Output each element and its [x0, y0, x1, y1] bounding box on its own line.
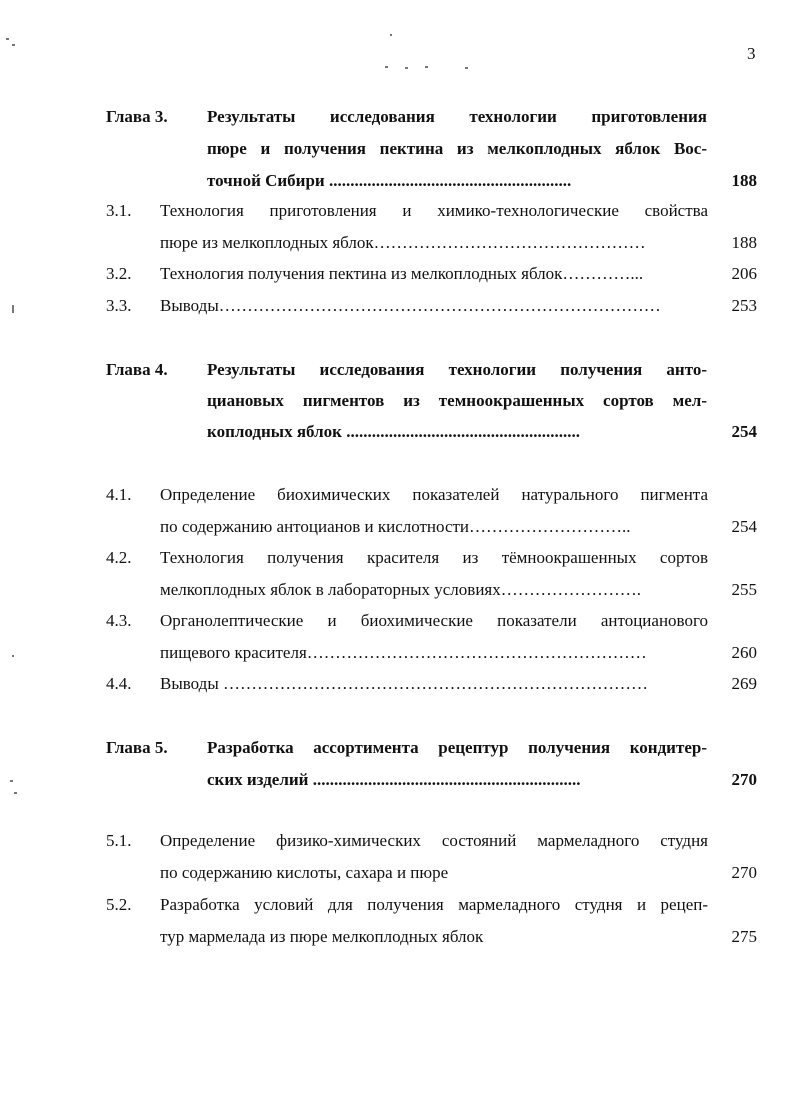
scan-speck	[12, 655, 14, 657]
section-title-line: Технология получения красителя из тёмноокрашенных сортов	[160, 548, 708, 567]
scan-speck	[390, 34, 392, 36]
chapter-title-line: Результаты исследования технологии получения анто-	[207, 360, 707, 379]
section-title-line: Определение биохимических показателей натурального пигмента	[160, 485, 708, 504]
chapter-label: Глава 5.	[106, 738, 168, 757]
section-number: 4.1.	[106, 485, 132, 504]
section-number: 3.3.	[106, 296, 132, 315]
section-page-number: 260	[731, 643, 757, 662]
section-number: 5.1.	[106, 831, 132, 850]
section-number: 5.2.	[106, 895, 132, 914]
section-title-line: Разработка условий для получения мармеладного студня и рецеп-	[160, 895, 708, 914]
section-number: 3.1.	[106, 201, 132, 220]
scan-speck	[12, 305, 14, 313]
scan-speck	[405, 67, 408, 69]
scan-speck	[12, 44, 15, 46]
section-title-line: мелкоплодных яблок в лабораторных условиях…………………….	[160, 580, 641, 599]
chapter-title-line: пюре и получения пектина из мелкоплодных яблок Вос-	[207, 139, 707, 158]
section-title-line: Технология приготовления и химико-технологические свойства	[160, 201, 708, 220]
section-page-number: 254	[731, 517, 757, 536]
section-page-number: 255	[731, 580, 757, 599]
section-title-line: Технология получения пектина из мелкоплодных яблок…………...	[160, 264, 644, 283]
section-number: 4.3.	[106, 611, 132, 630]
chapter-title-line: Разработка ассортимента рецептур получения кондитер-	[207, 738, 707, 757]
section-page-number: 188	[731, 233, 757, 252]
section-page-number: 206	[731, 264, 757, 283]
chapter-title-line: ских изделий ...............................................................	[207, 770, 581, 789]
scan-speck	[385, 66, 388, 68]
section-title-line: пюре из мелкоплодных яблок…………………………………………	[160, 233, 646, 252]
chapter-page-number: 270	[731, 770, 757, 789]
section-number: 4.2.	[106, 548, 132, 567]
section-title-line: по содержанию антоцианов и кислотности………………………..	[160, 517, 631, 536]
section-title-line: Органолептические и биохимические показатели антоцианового	[160, 611, 708, 630]
section-title-line: по содержанию кислоты, сахара и пюре	[160, 863, 449, 882]
section-title-line: пищевого красителя……………………………………………………	[160, 643, 647, 662]
scan-speck	[465, 67, 468, 69]
section-title-line: Выводы……………………………………………………………………	[160, 296, 661, 315]
chapter-title-line: коплодных яблок .......................................................	[207, 422, 580, 441]
section-title-line: тур мармелада из пюре мелкоплодных яблок	[160, 927, 484, 946]
section-number: 3.2.	[106, 264, 132, 283]
section-page-number: 269	[731, 674, 757, 693]
section-title-line: Определение физико-химических состояний мармеладного студня	[160, 831, 708, 850]
chapter-label: Глава 4.	[106, 360, 168, 379]
chapter-label: Глава 3.	[106, 107, 168, 126]
scan-speck	[6, 38, 9, 40]
chapter-title-line: Результаты исследования технологии приготовления	[207, 107, 707, 126]
section-page-number: 275	[731, 927, 757, 946]
section-number: 4.4.	[106, 674, 132, 693]
scan-speck	[425, 66, 428, 68]
chapter-page-number: 188	[731, 171, 757, 190]
scan-speck	[10, 780, 13, 782]
section-page-number: 253	[731, 296, 757, 315]
section-page-number: 270	[731, 863, 757, 882]
chapter-title-line: точной Сибири .........................................................	[207, 171, 572, 190]
scan-speck	[14, 792, 17, 794]
page-number: 3	[747, 44, 756, 63]
section-title-line: Выводы …………………………………………………………………	[160, 674, 649, 693]
chapter-page-number: 254	[731, 422, 757, 441]
chapter-title-line: циановых пигментов из темноокрашенных сортов мел-	[207, 391, 707, 410]
